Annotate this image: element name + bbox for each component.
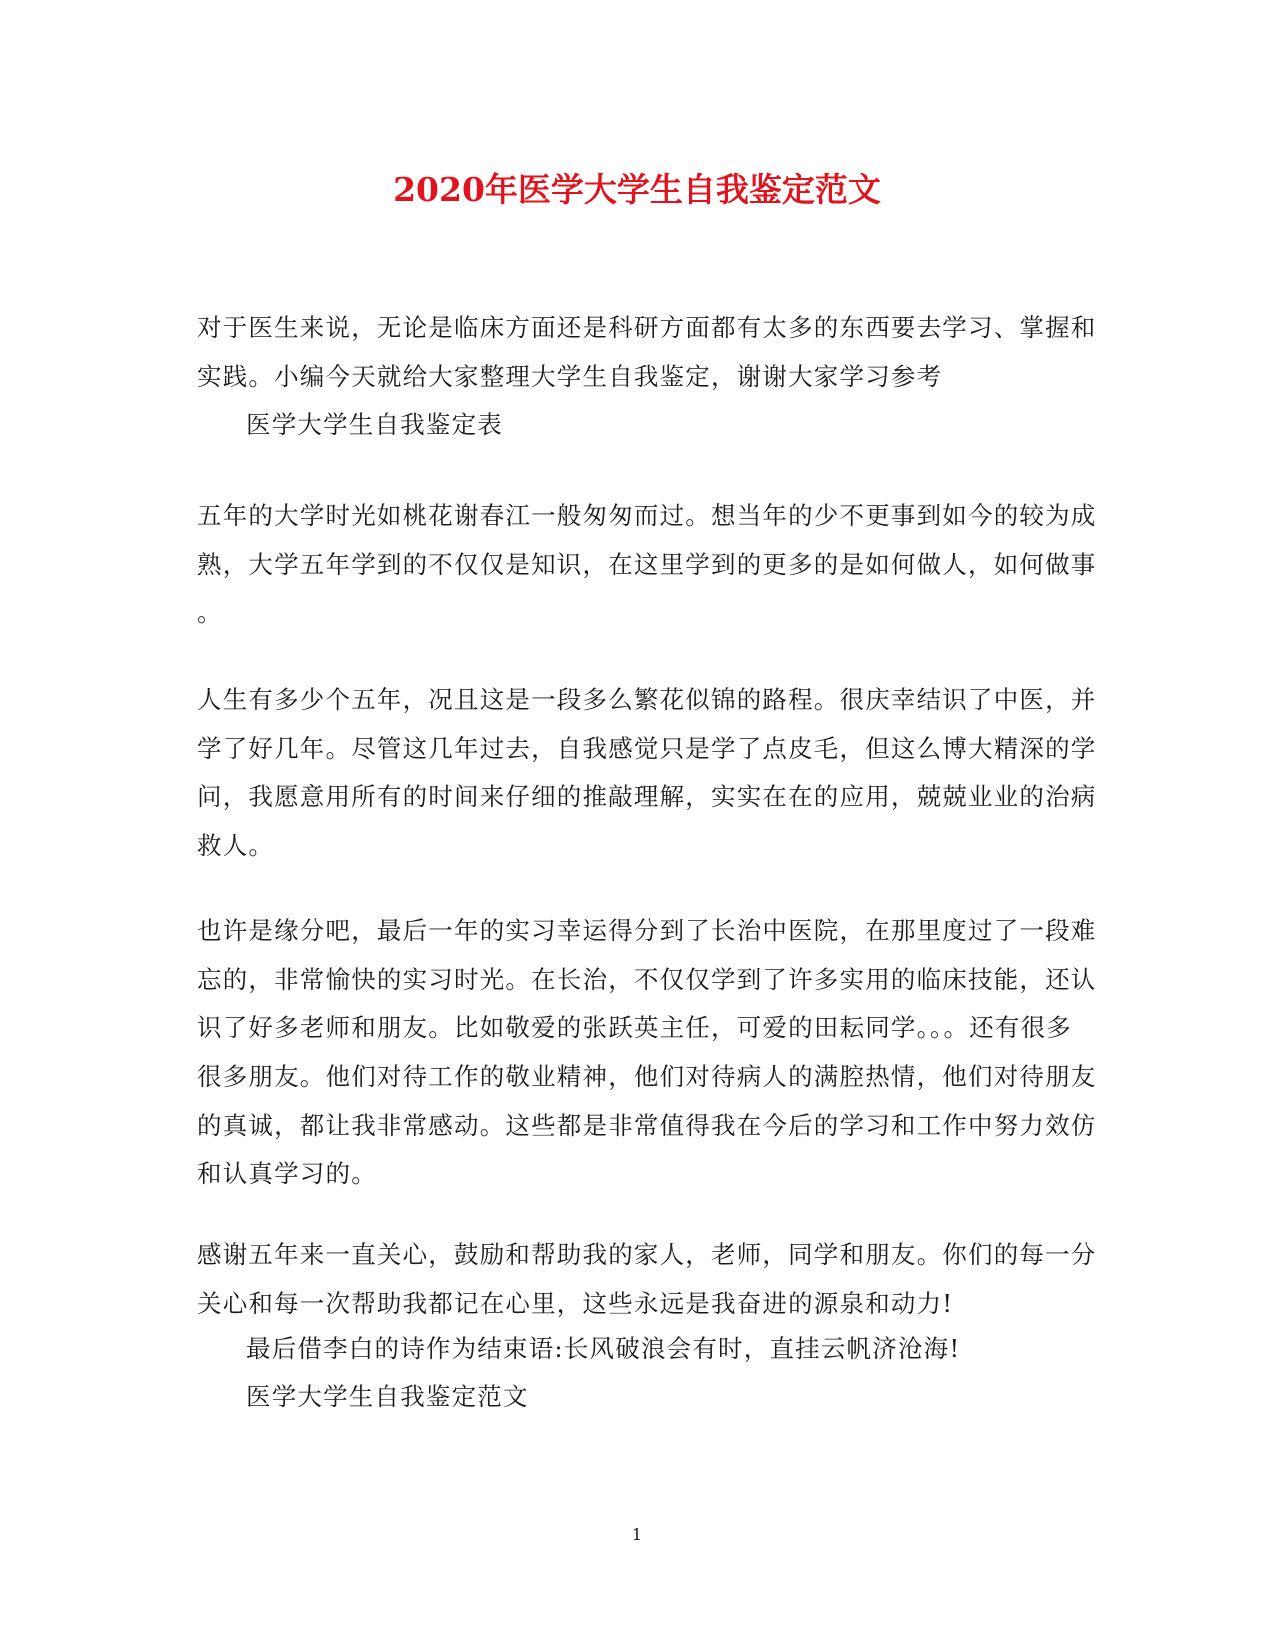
paragraph-closing-poem — [246, 1325, 1126, 1374]
text-line: 熟，大学五年学到的不仅仅是知识，在这里学到的更多的是如何做人，如何做事 — [197, 549, 1097, 579]
text-line: 问，我愿意用所有的时间来仔细的推敲理解，实实在在的应用，兢兢业业的治病 — [197, 782, 1097, 812]
text-line: 忘的，非常愉快的实习时光。在长治，不仅仅学到了许多实用的临床技能，还认 — [197, 964, 1097, 994]
paragraph-internship — [197, 907, 1097, 1199]
paragraph-life — [197, 676, 1097, 871]
text-line: 。 — [197, 598, 223, 628]
subheading-table — [246, 401, 1126, 450]
paragraph-thanks — [197, 1231, 1097, 1328]
text-line: 五年的大学时光如桃花谢春江一般匆匆而过。想当年的少不更事到如今的较为成 — [197, 501, 1097, 530]
text-line: 关心和每一次帮助我都记在心里，这些永远是我奋进的源泉和动力! — [197, 1288, 954, 1318]
text-line: 识了好多老师和朋友。比如敬爱的张跃英主任，可爱的田耘同学。。。还有很多 — [197, 1013, 1072, 1043]
text-line: 对于医生来说，无论是临床方面还是科研方面都有太多的东西要去学习、掌握和 — [197, 313, 1097, 342]
document-title: 2020年医学大学生自我鉴定范文 — [393, 170, 881, 209]
paragraph-five-years — [197, 492, 1097, 638]
text-line: 很多朋友。他们对待工作的敬业精神，他们对待病人的满腔热情，他们对待朋友 — [197, 1062, 1097, 1092]
text-line: 人生有多少个五年，况且这是一段多么繁花似锦的路程。很庆幸结识了中医，并 — [197, 685, 1097, 714]
text-line: 最后借李白的诗作为结束语:长风破浪会有时，直挂云帆济沧海! — [246, 1334, 961, 1363]
text-line: 和认真学习的。 — [197, 1159, 377, 1189]
text-line: 也许是缘分吧，最后一年的实习幸运得分到了长治中医院，在那里度过了一段难 — [197, 916, 1097, 945]
text-line: 学了好几年。尽管这几年过去，自我感觉只是学了点皮毛，但这么博大精深的学 — [197, 733, 1097, 763]
text-line: 的真诚，都让我非常感动。这些都是非常值得我在今后的学习和工作中努力效仿 — [197, 1110, 1097, 1140]
text-line: 医学大学生自我鉴定范文 — [246, 1382, 529, 1411]
page-number: 1 — [631, 1525, 643, 1544]
text-line: 实践。小编今天就给大家整理大学生自我鉴定，谢谢大家学习参考 — [197, 361, 943, 391]
paragraph-intro — [197, 304, 1097, 401]
subheading-sample — [246, 1373, 1126, 1422]
text-line: 感谢五年来一直关心，鼓励和帮助我的家人，老师，同学和朋友。你们的每一分 — [197, 1240, 1097, 1269]
text-line: 医学大学生自我鉴定表 — [246, 410, 503, 439]
text-line: 救人。 — [197, 831, 275, 861]
